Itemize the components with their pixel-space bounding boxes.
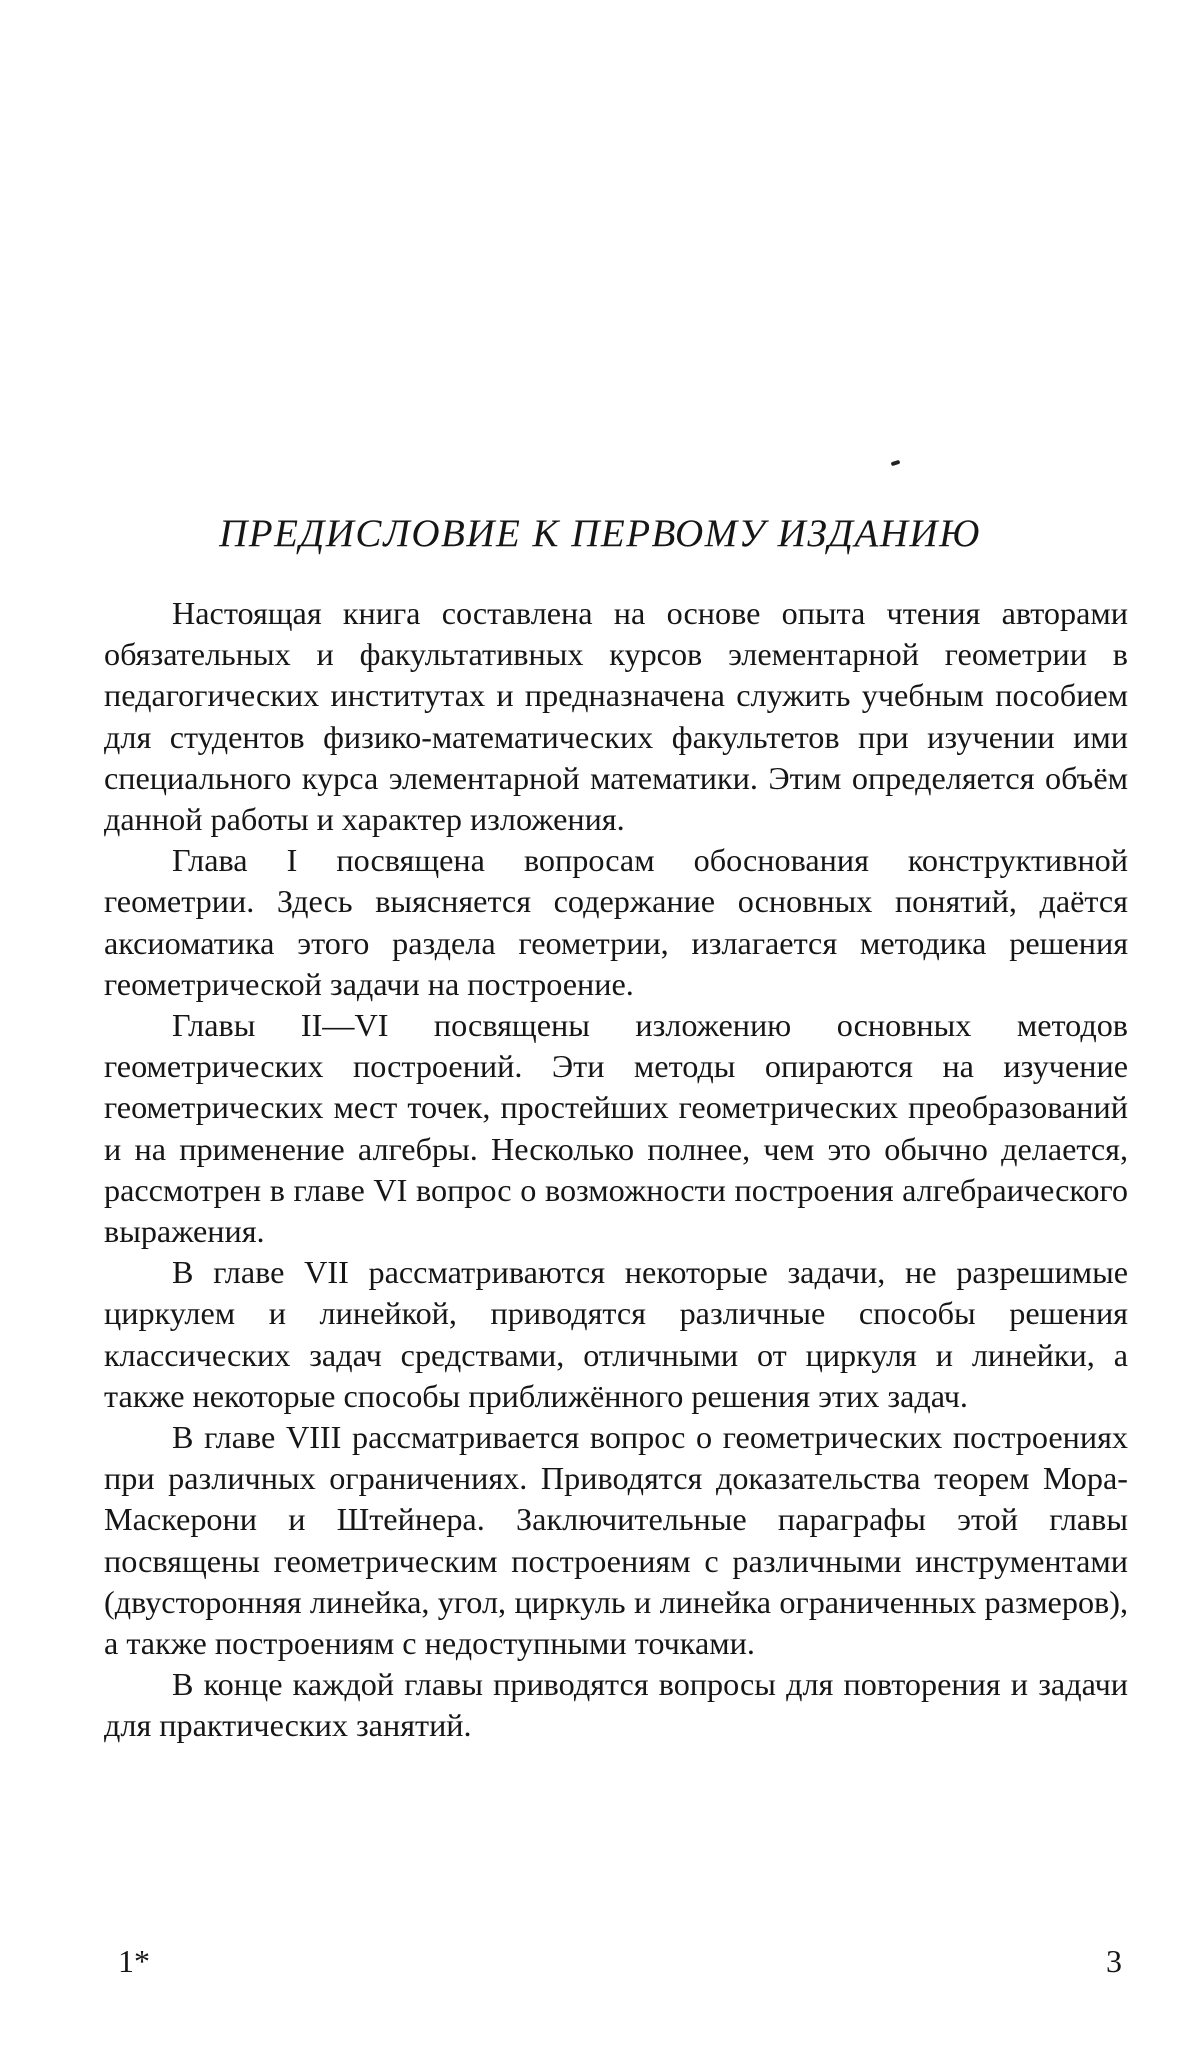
paragraph-5: В главе VIII рассматривается вопрос о геометрических построениях при различных ограничениях. Приводятся доказательства теорем Мора-Маскерони и Штейнера. Заключительные параграфы этой главы посвящены геометрическим построениям с различными инструментами (двусторонняя линейка, угол, циркуль и линейка ограниченных размеров), а также построениям с недоступными точками. — [104, 1419, 1128, 1662]
paragraph-2: Глава I посвящена вопросам обоснования конструктивной геометрии. Здесь выясняется содержание основных понятий, даётся аксиоматика этого раздела геометрии, излагается методика решения геометрической задачи на построение. — [104, 842, 1128, 1002]
page-number: 3 — [1106, 1943, 1122, 1979]
paragraph-1: Настоящая книга составлена на основе опыта чтения авторами обязательных и факультативных курсов элементарной геометрии в педагогических институтах и предназначена служить учебным пособием для студентов физико-математических факультетов при изучении ими специального курса элементарной математики. Этим определяется объём данной работы и характер изложения. — [104, 595, 1128, 838]
paragraph-4: В главе VII рассматриваются некоторые задачи, не разрешимые циркулем и линейкой, приводятся различные способы решения классических задач средствами, отличными от циркуля и линейки, а также некоторые способы приближённого решения этих задач. — [104, 1254, 1128, 1414]
paragraph-6: В конце каждой главы приводятся вопросы для повторения и задачи для практических занятий. — [104, 1666, 1128, 1744]
preface-body — [104, 593, 1128, 1747]
print-speck — [891, 460, 901, 467]
signature-mark: 1* — [118, 1943, 150, 1979]
page-heading: ПРЕДИСЛОВИЕ К ПЕРВОМУ ИЗДАНИЮ — [219, 512, 981, 555]
paragraph-3: Главы II—VI посвящены изложению основных методов геометрических построений. Эти методы опираются на изучение геометрических мест точек, простейших геометрических преобразований и на применение алгебры. Несколько полнее, чем это обычно делается, рассмотрен в главе VI вопрос о возможности построения алгебраического выражения. — [104, 1007, 1128, 1250]
